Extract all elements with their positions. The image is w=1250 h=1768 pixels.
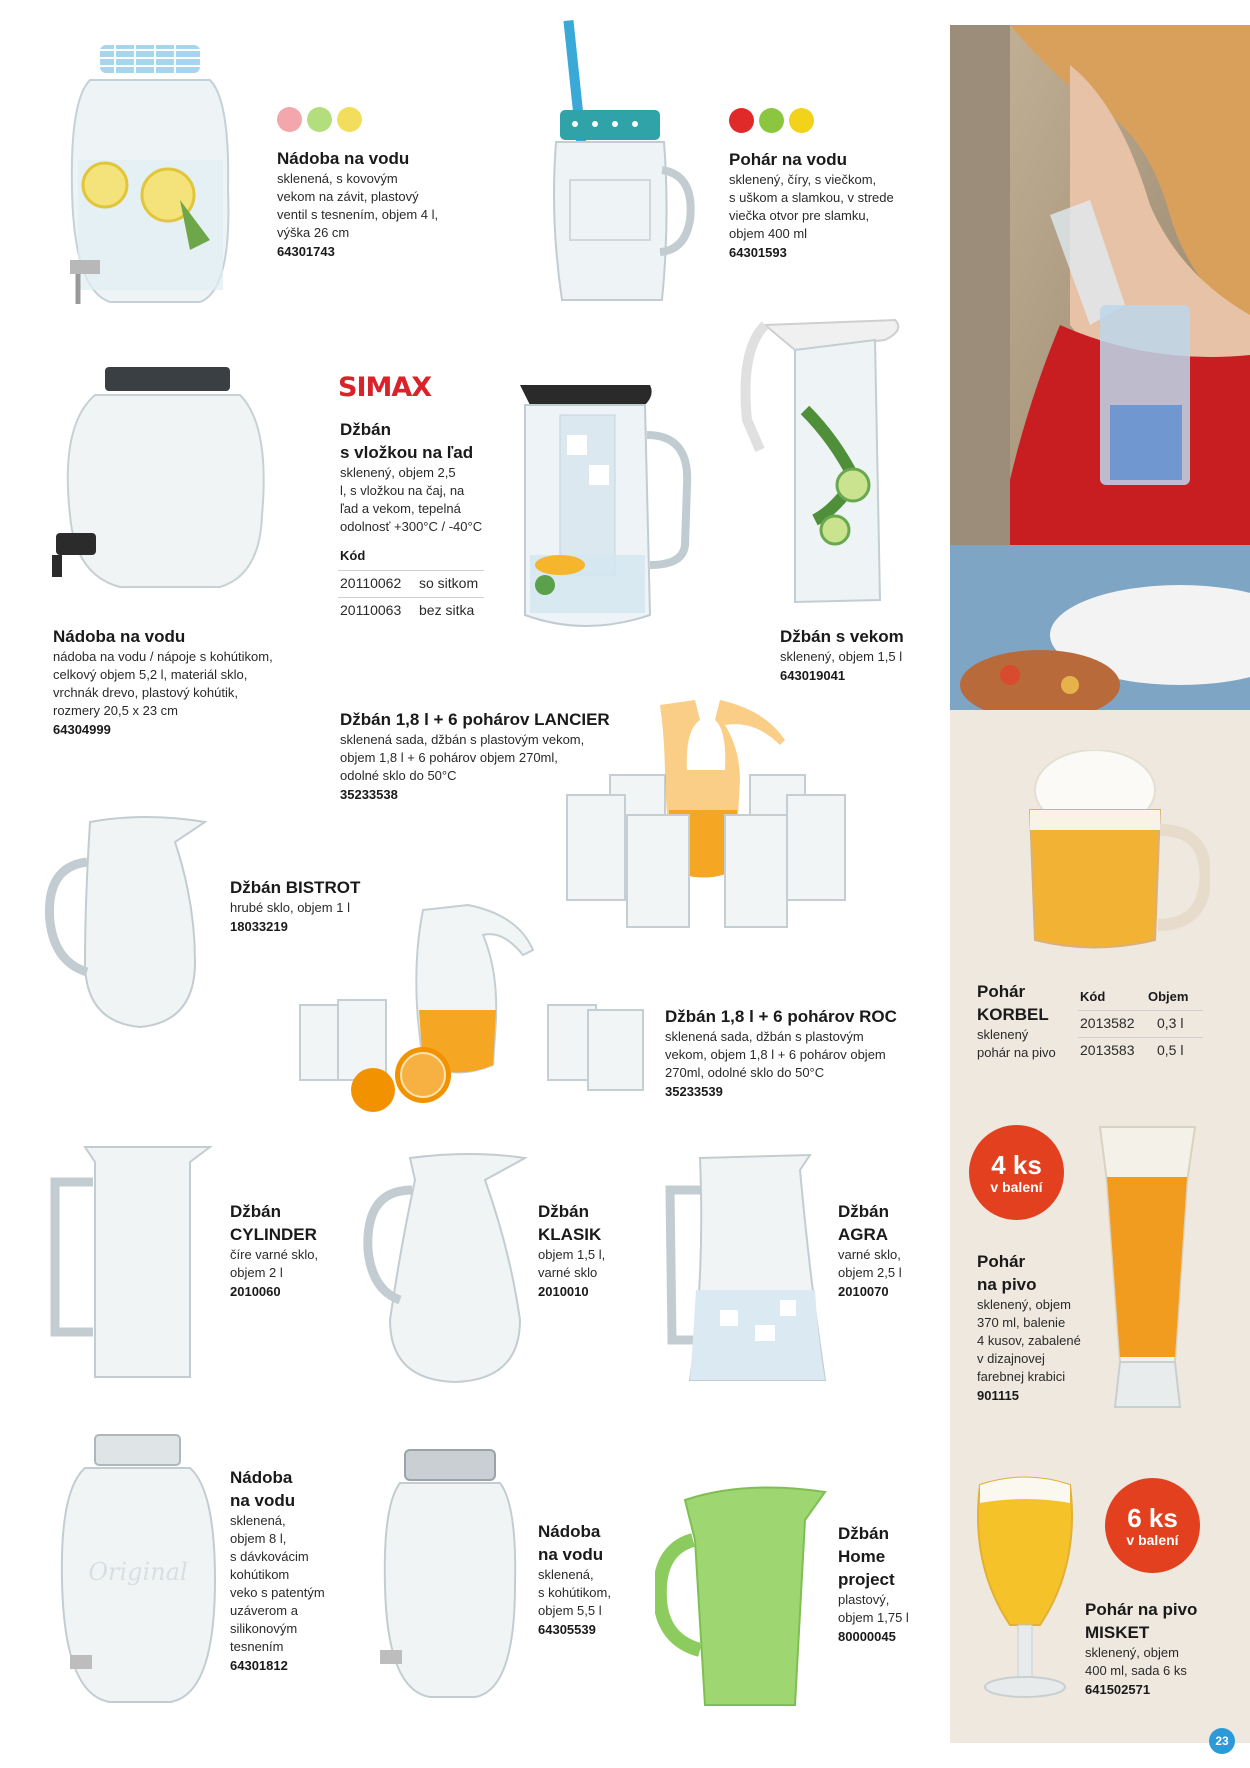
- korbel-row-volume: 0,5 l: [1157, 1042, 1184, 1058]
- product-desc-line: výška 26 cm: [277, 225, 350, 240]
- product-title: Nádoba na vodu: [53, 627, 186, 646]
- product-desc-line: 370 ml, balenie: [977, 1315, 1066, 1330]
- glass-dispenser-8l-image: [50, 1430, 225, 1710]
- woman-pouring-water-photo: [950, 25, 1250, 710]
- product-home-project: [838, 1522, 943, 1647]
- pack-badge-6: [1105, 1478, 1200, 1573]
- white-lid-jug-cucumber-image: [735, 310, 910, 610]
- product-desc-line: sklenený: [977, 1027, 1029, 1042]
- pattern-dot-yellow: [337, 107, 362, 132]
- product-desc-line: sklenený, objem: [1085, 1645, 1179, 1660]
- product-desc-line: plastový,: [838, 1592, 890, 1607]
- korbel-col-code: Kód: [1080, 989, 1106, 1004]
- product-title: Pohár na pivo: [1085, 1600, 1198, 1619]
- product-desc-line: celkový objem 5,2 l, materiál sklo,: [53, 667, 248, 682]
- product-title: Džbán: [838, 1524, 889, 1543]
- cylinder-jug-image: [45, 1142, 220, 1382]
- table-row-label: so sitkom: [419, 575, 479, 591]
- product-desc-line: sklenený, číry, s viečkom,: [729, 172, 877, 187]
- table-rule: [338, 570, 484, 571]
- glass-dispenser-5-5l-image: [375, 1445, 525, 1705]
- product-title: na pivo: [977, 1275, 1037, 1294]
- product-desc-line: sklenená,: [538, 1567, 594, 1582]
- product-water-dispenser-5l: [53, 625, 313, 740]
- product-desc-line: 4 kusov, zabalené: [977, 1333, 1081, 1348]
- product-code: 64301743: [277, 244, 335, 259]
- product-desc-line: varné sklo: [538, 1265, 598, 1280]
- product-desc-line: 400 ml, sada 6 ks: [1085, 1663, 1187, 1678]
- product-code: 64301812: [230, 1658, 288, 1673]
- product-title: Džbán 1,8 l + 6 pohárov LANCIER: [340, 710, 610, 729]
- product-title: Pohár: [977, 982, 1026, 1001]
- korbel-col-volume: Objem: [1148, 989, 1189, 1004]
- product-code: 2010010: [538, 1284, 589, 1299]
- product-desc-line: odolnosť +300°C / -40°C: [340, 519, 483, 534]
- product-title: KLASIK: [538, 1225, 602, 1244]
- korbel-row-code: 2013583: [1080, 1042, 1135, 1058]
- product-desc-line: ľad a vekom, tepelná: [340, 501, 461, 516]
- table-header-code: Kód: [340, 548, 366, 563]
- product-desc-line: vekom, objem 1,8 l + 6 pohárov objem: [665, 1047, 886, 1062]
- product-desc-line: rozmery 20,5 x 23 cm: [53, 703, 178, 718]
- product-korbel: [977, 980, 1072, 1062]
- korbel-row-volume: 0,3 l: [1157, 1015, 1184, 1031]
- glass-dispenser-wooden-lid-image: [50, 365, 265, 595]
- product-misket: [1085, 1598, 1225, 1700]
- product-desc-line: varné sklo,: [838, 1247, 901, 1262]
- product-desc-line: hrubé sklo, objem 1 l: [230, 900, 350, 915]
- roc-jug-glasses-oranges-image: [298, 890, 648, 1115]
- product-desc-line: vrchnák drevo, plastový kohútik,: [53, 685, 238, 700]
- product-code: 2010070: [838, 1284, 889, 1299]
- pack-badge-4: [969, 1125, 1064, 1220]
- product-jug-with-lid: [780, 625, 940, 686]
- product-desc-line: s uškom a slamkou, v strede: [729, 190, 894, 205]
- product-title: Džbán: [538, 1202, 589, 1221]
- table-rule: [1078, 1010, 1203, 1011]
- product-desc-line: uzáverom a: [230, 1603, 298, 1618]
- page-number-badge: 23: [1209, 1728, 1235, 1754]
- product-beer-glass-4: [977, 1250, 1097, 1406]
- klasik-jug-image: [360, 1150, 535, 1390]
- product-water-dispenser-4l: [277, 147, 477, 262]
- product-desc-line: viečka otvor pre slamku,: [729, 208, 870, 223]
- badge-label: v balení: [990, 1179, 1043, 1195]
- product-dispenser-8l: [230, 1466, 350, 1676]
- product-code: 64301593: [729, 245, 787, 260]
- product-code: 64305539: [538, 1622, 596, 1637]
- table-row-label: bez sitka: [419, 602, 475, 618]
- product-code: 35233538: [340, 787, 398, 802]
- product-desc-line: v dizajnovej: [977, 1351, 1045, 1366]
- product-title: KORBEL: [977, 1005, 1049, 1024]
- product-desc-line: sklenený, objem: [977, 1297, 1071, 1312]
- pattern-dot-green: [307, 107, 332, 132]
- product-klasik: [538, 1200, 638, 1302]
- mason-jar-straw-image: [540, 20, 700, 315]
- product-desc-line: pohár na pivo: [977, 1045, 1056, 1060]
- product-desc-line: nádoba na vodu / nápoje s kohútikom,: [53, 649, 273, 664]
- agra-jug-ice-image: [660, 1150, 830, 1390]
- product-desc-line: sklenená, s kovovým: [277, 171, 398, 186]
- product-title: Pohár: [977, 1252, 1026, 1271]
- product-cylinder: [230, 1200, 340, 1302]
- product-desc-line: sklenená,: [230, 1513, 286, 1528]
- product-code: 18033219: [230, 919, 288, 934]
- product-desc-line: sklenená sada, džbán s plastovým vekom,: [340, 732, 585, 747]
- product-desc-line: silikonovým: [230, 1621, 298, 1636]
- product-code: 64304999: [53, 722, 111, 737]
- simax-logo: SIMAX: [338, 372, 432, 403]
- product-desc-line: objem 1,8 l + 6 pohárov objem 270ml,: [340, 750, 558, 765]
- product-desc-line: l, s vložkou na čaj, na: [340, 483, 465, 498]
- product-desc-line: objem 8 l,: [230, 1531, 287, 1546]
- product-desc-line: sklenená sada, džbán s plastovým: [665, 1029, 864, 1044]
- product-agra: [838, 1200, 943, 1302]
- product-title: Nádoba na vodu: [277, 149, 410, 168]
- product-title: Nádoba: [538, 1522, 601, 1541]
- product-title: na vodu: [538, 1545, 604, 1564]
- product-desc-line: farebnej krabici: [977, 1369, 1066, 1384]
- table-row-code: 20110062: [340, 575, 402, 591]
- product-title: Nádoba: [230, 1468, 293, 1487]
- product-title: Home: [838, 1547, 886, 1566]
- product-dispenser-5-5l: [538, 1520, 648, 1640]
- product-simax-jug: [340, 418, 490, 536]
- product-desc-line: číre varné sklo,: [230, 1247, 319, 1262]
- product-title: Džbán: [230, 1202, 281, 1221]
- product-title: CYLINDER: [230, 1225, 317, 1244]
- pattern-dot-red: [277, 107, 302, 132]
- korbel-row-code: 2013582: [1080, 1015, 1135, 1031]
- product-title: Džbán s vekom: [780, 627, 904, 646]
- badge-count: 6 ks: [1127, 1503, 1178, 1533]
- product-roc-set: [665, 1005, 935, 1102]
- glass-dispenser-lemons-image: [60, 40, 240, 315]
- product-code: 901115: [977, 1388, 1019, 1403]
- product-desc-line: sklenený, objem 2,5: [340, 465, 456, 480]
- table-rule: [1078, 1037, 1203, 1038]
- product-desc-line: veko s patentým: [230, 1585, 325, 1600]
- product-code: 641502571: [1085, 1682, 1151, 1697]
- product-desc-line: vekom na závit, plastový: [277, 189, 419, 204]
- color-dot-yellow: [789, 108, 814, 133]
- product-desc-line: objem 5,5 l: [538, 1603, 602, 1618]
- product-code: 80000045: [838, 1629, 896, 1644]
- product-title: s vložkou na ľad: [340, 443, 474, 462]
- product-water-glass-straw: [729, 148, 939, 263]
- product-title: AGRA: [838, 1225, 889, 1244]
- product-title: Džbán: [838, 1202, 889, 1221]
- product-title: Džbán BISTROT: [230, 878, 361, 897]
- svg-text:Original: Original: [88, 1558, 188, 1586]
- color-dot-green: [759, 108, 784, 133]
- product-title: na vodu: [230, 1491, 296, 1510]
- table-row-code: 20110063: [340, 602, 402, 618]
- product-desc-line: s kohútikom,: [538, 1585, 611, 1600]
- simax-jug-ice-insert-image: [505, 375, 695, 640]
- product-code: 2010060: [230, 1284, 281, 1299]
- product-desc-line: objem 1,5 l,: [538, 1247, 606, 1262]
- product-desc-line: odolné sklo do 50°C: [340, 768, 457, 783]
- product-title: Džbán: [340, 420, 391, 439]
- product-desc-line: tesnením: [230, 1639, 284, 1654]
- product-code: 35233539: [665, 1084, 723, 1099]
- product-title: MISKET: [1085, 1623, 1150, 1642]
- korbel-beer-mug-image: [1010, 750, 1210, 955]
- product-desc-line: objem 400 ml: [729, 226, 808, 241]
- product-desc-line: objem 1,75 l: [838, 1610, 909, 1625]
- badge-label: v balení: [1126, 1532, 1179, 1548]
- table-rule: [338, 597, 484, 598]
- product-desc-line: ventil s tesnením, objem 4 l,: [277, 207, 439, 222]
- tall-beer-glass-image: [1095, 1122, 1200, 1417]
- green-plastic-jug-image: [655, 1480, 830, 1710]
- color-dot-red: [729, 108, 754, 133]
- product-desc-line: 270ml, odolné sklo do 50°C: [665, 1065, 825, 1080]
- product-title: Džbán 1,8 l + 6 pohárov ROC: [665, 1007, 897, 1026]
- product-desc-line: objem 2,5 l: [838, 1265, 902, 1280]
- product-title: project: [838, 1570, 895, 1589]
- product-desc-line: sklenený, objem 1,5 l: [780, 649, 903, 664]
- product-desc-line: kohútikom: [230, 1567, 290, 1582]
- misket-beer-glass-image: [970, 1475, 1080, 1705]
- product-desc-line: s dávkovácim: [230, 1549, 309, 1564]
- product-desc-line: objem 2 l: [230, 1265, 283, 1280]
- product-title: Pohár na vodu: [729, 150, 848, 169]
- bistrot-jug-image: [45, 812, 215, 1030]
- badge-count: 4 ks: [991, 1150, 1042, 1180]
- product-code: 643019041: [780, 668, 846, 683]
